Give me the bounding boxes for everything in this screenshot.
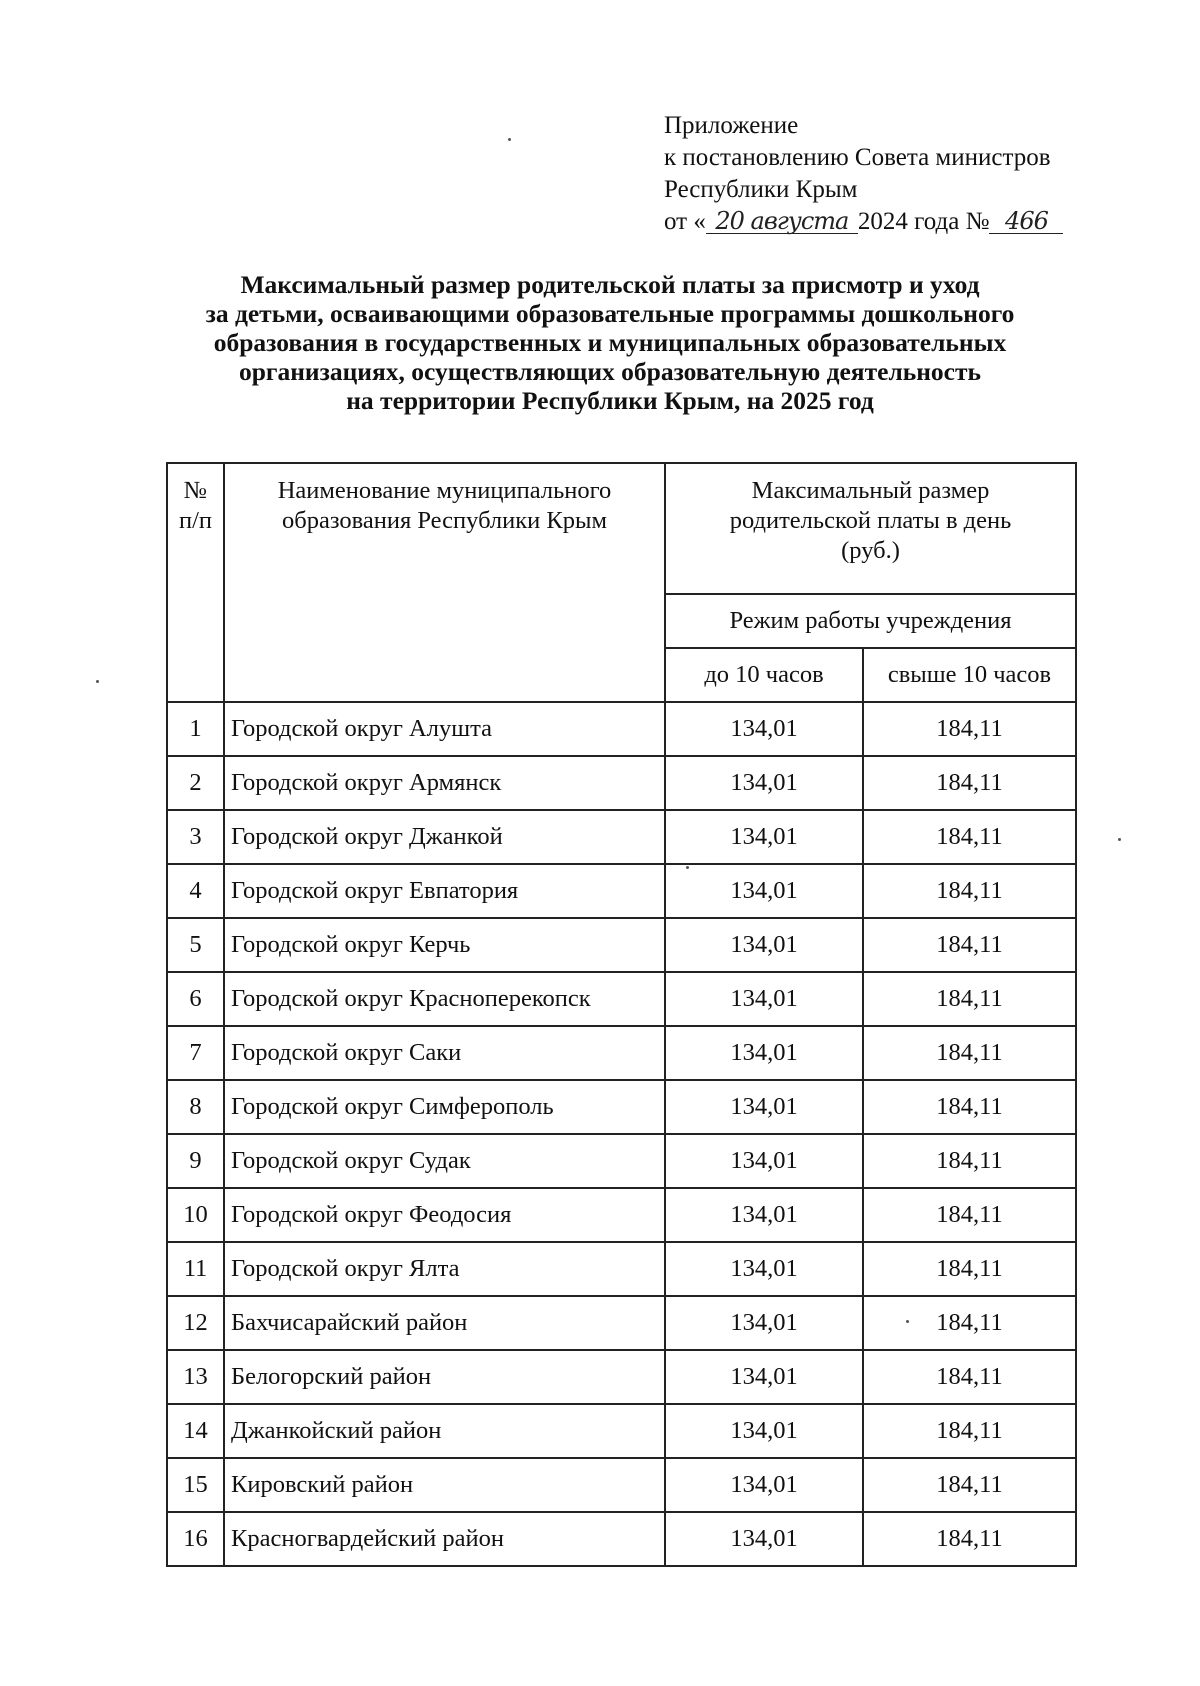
appendix-line-3: Республики Крым [664, 176, 858, 203]
fee-over-10-hours: 184,11 [863, 1350, 1076, 1404]
fee-over-10-hours: 184,11 [863, 1458, 1076, 1512]
fee-up-to-10-hours: 134,01 [665, 810, 863, 864]
header-max-fee-line-2: родительской платы в день [729, 507, 1012, 534]
municipality-name: Городской округ Керчь [224, 918, 665, 972]
table-row [167, 1080, 1076, 1134]
fee-over-10-hours: 184,11 [863, 810, 1076, 864]
row-number: 2 [167, 756, 224, 810]
appendix-line-1: Приложение [664, 112, 799, 139]
municipality-name: Бахчисарайский район [224, 1296, 665, 1350]
title-line-3: образования в государственных и муниципальных образовательных [213, 328, 1007, 357]
header-number-line-2: п/п [178, 507, 213, 534]
header-work-mode: Режим работы учреждения [665, 594, 1076, 648]
municipality-name: Джанкойский район [224, 1404, 665, 1458]
fee-over-10-hours: 184,11 [863, 972, 1076, 1026]
municipality-name: Городской округ Красноперекопск [224, 972, 665, 1026]
table-row [167, 864, 1076, 918]
table-row [167, 1134, 1076, 1188]
title-line-1: Максимальный размер родительской платы за присмотр и уход [240, 270, 980, 299]
table-body [167, 702, 1076, 1566]
title-line-2: за детьми, осваивающими образовательные программы дошкольного [205, 299, 1015, 328]
fee-over-10-hours: 184,11 [863, 756, 1076, 810]
row-number: 15 [167, 1458, 224, 1512]
municipality-name: Кировский район [224, 1458, 665, 1512]
header-municipality-line-1: Наименование муниципального [277, 477, 612, 504]
header-municipality [224, 463, 665, 702]
row-number: 6 [167, 972, 224, 1026]
table-row [167, 918, 1076, 972]
header-over-10-hours: свыше 10 часов [863, 648, 1076, 702]
table-row [167, 1242, 1076, 1296]
fee-up-to-10-hours: 134,01 [665, 1404, 863, 1458]
header-max-fee-line-3: (руб.) [841, 537, 900, 564]
header-number [167, 463, 224, 702]
table-row [167, 1458, 1076, 1512]
document-title [150, 270, 1070, 415]
municipality-name: Городской округ Алушта [224, 702, 665, 756]
fee-up-to-10-hours: 134,01 [665, 1296, 863, 1350]
row-number: 5 [167, 918, 224, 972]
table-row [167, 810, 1076, 864]
fee-over-10-hours: 184,11 [863, 1188, 1076, 1242]
title-line-4: организациях, осуществляющих образовательную деятельность [238, 357, 982, 386]
table-row [167, 1350, 1076, 1404]
fee-up-to-10-hours: 134,01 [665, 918, 863, 972]
municipality-name: Красногвардейский район [224, 1512, 665, 1566]
row-number: 16 [167, 1512, 224, 1566]
handwritten-number: 466 [989, 209, 1063, 234]
table-row [167, 1296, 1076, 1350]
fee-up-to-10-hours: 134,01 [665, 1188, 863, 1242]
row-number: 7 [167, 1026, 224, 1080]
municipality-name: Городской округ Ялта [224, 1242, 665, 1296]
municipality-name: Белогорский район [224, 1350, 665, 1404]
date-suffix: 2024 года № [857, 208, 990, 235]
table-row [167, 1512, 1076, 1566]
date-prefix: от « [664, 208, 706, 235]
fee-up-to-10-hours: 134,01 [665, 702, 863, 756]
row-number: 14 [167, 1404, 224, 1458]
fee-over-10-hours: 184,11 [863, 918, 1076, 972]
appendix-date-line [664, 206, 1063, 238]
header-municipality-line-2: образования Республики Крым [282, 507, 607, 534]
row-number: 1 [167, 702, 224, 756]
row-number: 9 [167, 1134, 224, 1188]
fee-up-to-10-hours: 134,01 [665, 864, 863, 918]
table-row [167, 756, 1076, 810]
row-number: 11 [167, 1242, 224, 1296]
fee-over-10-hours: 184,11 [863, 1134, 1076, 1188]
table-row [167, 1404, 1076, 1458]
handwritten-date: 20 августа [706, 209, 858, 234]
fee-up-to-10-hours: 134,01 [665, 1350, 863, 1404]
fee-up-to-10-hours: 134,01 [665, 1458, 863, 1512]
title-line-5: на территории Республики Крым, на 2025 год [346, 386, 874, 415]
municipality-name: Городской округ Саки [224, 1026, 665, 1080]
appendix-header [664, 110, 1063, 238]
fee-over-10-hours: 184,11 [863, 1512, 1076, 1566]
table-row [167, 972, 1076, 1026]
row-number: 4 [167, 864, 224, 918]
fee-over-10-hours: 184,11 [863, 1404, 1076, 1458]
fee-over-10-hours: 184,11 [863, 1026, 1076, 1080]
fee-up-to-10-hours: 134,01 [665, 756, 863, 810]
fee-over-10-hours: 184,11 [863, 702, 1076, 756]
table-row [167, 702, 1076, 756]
row-number: 8 [167, 1080, 224, 1134]
fee-over-10-hours: 184,11 [863, 1242, 1076, 1296]
row-number: 3 [167, 810, 224, 864]
header-max-fee [665, 463, 1076, 594]
fee-over-10-hours: 184,11 [863, 864, 1076, 918]
header-up-to-10-hours: до 10 часов [665, 648, 863, 702]
table-row [167, 1026, 1076, 1080]
fee-table [166, 462, 1077, 1567]
fee-up-to-10-hours: 134,01 [665, 1242, 863, 1296]
row-number: 13 [167, 1350, 224, 1404]
fee-up-to-10-hours: 134,01 [665, 1080, 863, 1134]
table-row [167, 1188, 1076, 1242]
municipality-name: Городской округ Джанкой [224, 810, 665, 864]
municipality-name: Городской округ Судак [224, 1134, 665, 1188]
municipality-name: Городской округ Армянск [224, 756, 665, 810]
fee-over-10-hours: 184,11 [863, 1296, 1076, 1350]
header-number-line-1: № [183, 477, 208, 504]
row-number: 10 [167, 1188, 224, 1242]
municipality-name: Городской округ Евпатория [224, 864, 665, 918]
fee-up-to-10-hours: 134,01 [665, 972, 863, 1026]
row-number: 12 [167, 1296, 224, 1350]
fee-up-to-10-hours: 134,01 [665, 1134, 863, 1188]
header-row-1 [167, 463, 1076, 594]
fee-over-10-hours: 184,11 [863, 1080, 1076, 1134]
municipality-name: Городской округ Симферополь [224, 1080, 665, 1134]
fee-up-to-10-hours: 134,01 [665, 1026, 863, 1080]
fee-up-to-10-hours: 134,01 [665, 1512, 863, 1566]
municipality-name: Городской округ Феодосия [224, 1188, 665, 1242]
appendix-line-2: к постановлению Совета министров [664, 144, 1051, 171]
header-max-fee-line-1: Максимальный размер [751, 477, 990, 504]
